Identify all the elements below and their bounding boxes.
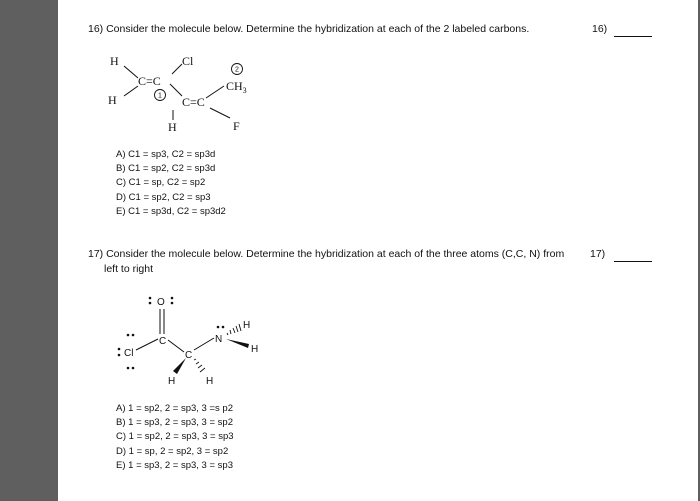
question-17-answer-blank[interactable]: [614, 261, 652, 262]
mol16-c1-double-bond: C=C: [138, 74, 161, 88]
question-17-answer-label: 17): [590, 248, 606, 260]
q17-option-b[interactable]: B) 1 = sp3, 2 = sp3, 3 = sp2: [116, 417, 233, 429]
mol16-f: F: [233, 119, 240, 133]
mol17-h-c-left: H: [168, 376, 176, 387]
mol16-cl: Cl: [182, 54, 194, 68]
q16-option-d[interactable]: D) C1 = sp2, C2 = sp3: [116, 191, 211, 203]
q16-option-c[interactable]: C) C1 = sp, C2 = sp2: [116, 177, 206, 189]
svg-text:1: 1: [158, 92, 162, 100]
q17-option-c[interactable]: C) 1 = sp2, 2 = sp3, 3 = sp3: [116, 431, 234, 443]
q17-option-e[interactable]: E) 1 = sp3, 2 = sp3, 3 = sp3: [116, 459, 233, 471]
mol16-h-top: H: [110, 54, 119, 68]
mol17-h-c-right: H: [206, 376, 214, 387]
mol16-h-bottom: H: [168, 120, 177, 134]
question-16-answer-blank[interactable]: [614, 36, 652, 37]
mol16-ch3: $CH_3$: [226, 79, 247, 95]
q16-option-b[interactable]: B) C1 = sp2, C2 = sp3d: [116, 163, 216, 175]
molecule-16-structure: [102, 52, 282, 152]
question-16-prompt: 16) Consider the molecule below. Determine the hybridization at each of the 2 labeled carbons.: [88, 23, 530, 35]
svg-text:2: 2: [235, 66, 239, 74]
mol17-c-alpha: C: [185, 350, 193, 361]
mol17-h-n-right: H: [251, 344, 259, 355]
mol17-c-carbonyl: C: [159, 336, 167, 347]
mol17-n: N: [215, 334, 223, 345]
carbon-label-2-icon: [230, 62, 244, 76]
mol17-o: O: [157, 297, 165, 308]
mol17-cl: Cl: [124, 348, 134, 359]
q16-option-e[interactable]: E) C1 = sp3d, C2 = sp3d2: [116, 205, 226, 217]
question-17-prompt-line1: 17) Consider the molecule below. Determine the hybridization at each of the three atoms (C,C, N) from: [88, 248, 565, 260]
mol17-h-n-top: H: [243, 320, 251, 331]
question-16-answer-label: 16): [592, 23, 608, 35]
q16-option-a[interactable]: A) C1 = sp3, C2 = sp3d: [116, 149, 216, 160]
worksheet-page: [58, 0, 698, 501]
carbon-label-1-icon: [153, 88, 167, 102]
question-17-options: [116, 402, 234, 473]
mol16-c2-double-bond: C=C: [182, 95, 205, 109]
q17-option-a[interactable]: A) 1 = sp2, 2 = sp3, 3 =s p2: [116, 403, 233, 414]
q17-option-d[interactable]: D) 1 = sp, 2 = sp2, 3 = sp2: [116, 445, 229, 457]
question-16-options: [116, 148, 226, 219]
mol16-h-left: H: [108, 93, 117, 107]
question-17-prompt-line2: left to right: [104, 263, 154, 275]
molecule-17-structure: [106, 292, 296, 392]
